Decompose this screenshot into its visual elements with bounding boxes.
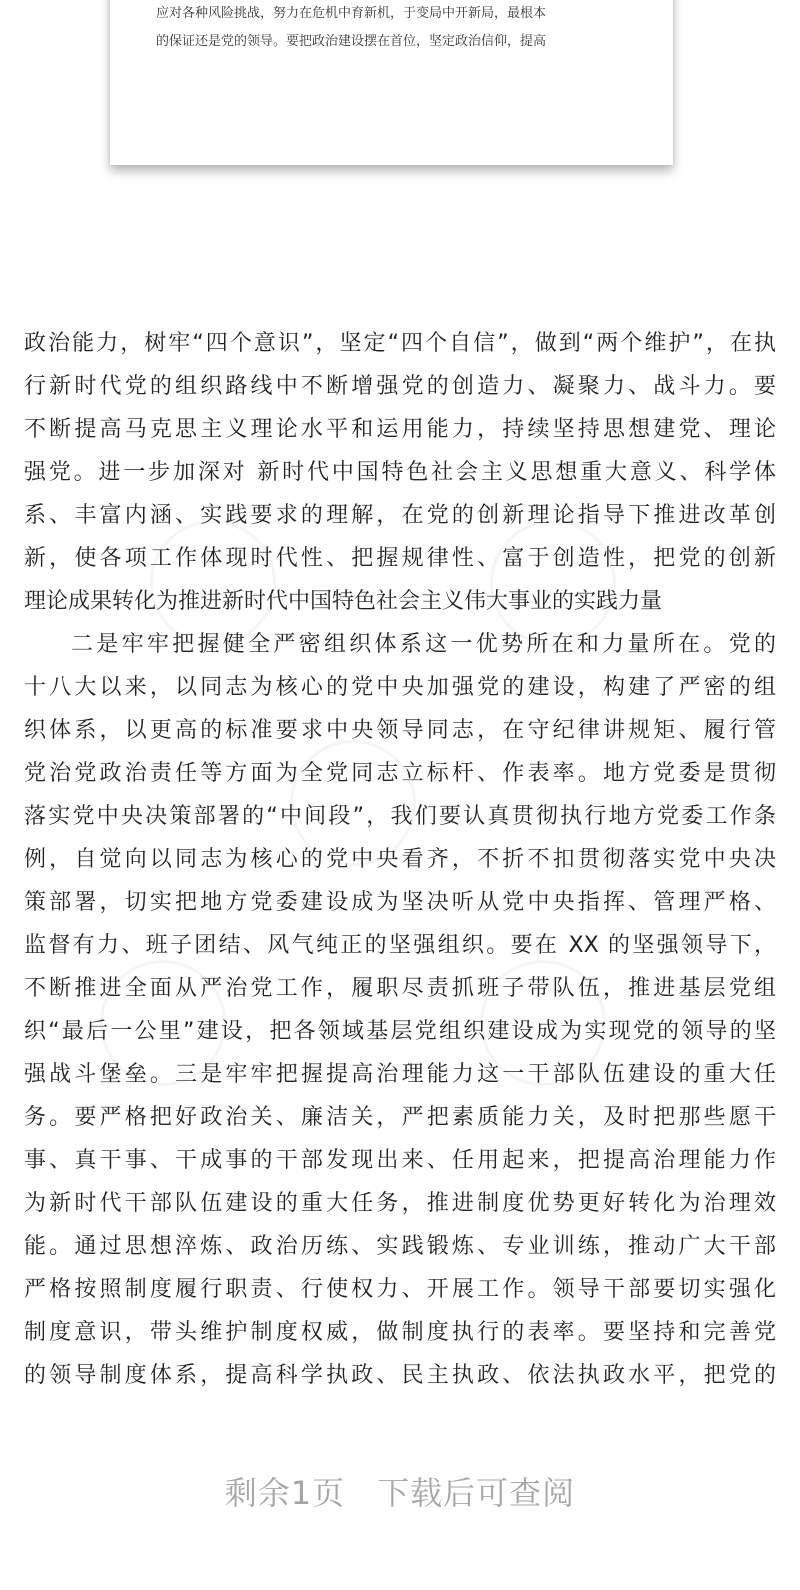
body-text-line: 强战斗堡垒。三是牢牢把握提高治理能力这一干部队伍建设的重大任	[24, 1062, 776, 1087]
body-text-line: 务。要严格把好政治关、廉洁关，严把素质能力关，及时把那些愿干	[24, 1105, 776, 1130]
body-text-line: 不断提高马克思主义理论水平和运用能力，持续坚持思想建党、理论	[24, 417, 776, 442]
body-text-line: 织体系，以更高的标准要求中央领导同志，在守纪律讲规矩、履行管	[24, 718, 776, 743]
body-text-line: 政治能力，树牢“四个意识”，坚定“四个自信”，做到“两个维护”，在执	[24, 331, 776, 356]
body-text-line: 为新时代干部队伍建设的重大任务，推进制度优势更好转化为治理效	[24, 1191, 776, 1216]
body-text-line: 能。通过思想淬炼、政治历练、实践锻炼、专业训练，推动广大干部	[24, 1234, 776, 1259]
body-text-line: 例，自觉向以同志为核心的党中央看齐，不折不扣贯彻落实党中央决	[24, 847, 776, 872]
body-text-line: 落实党中央决策部署的“中间段”，我们要认真贯彻执行地方党委工作条	[24, 804, 776, 829]
remaining-pages-label: 剩余1页	[224, 1474, 346, 1512]
preview-text-line: 的保证还是党的领导。要把政治建设摆在首位，坚定政治信仰，提高	[156, 34, 547, 49]
body-text-line: 强党。进一步加深对 新时代中国特色社会主义思想重大意义、科学体	[24, 460, 776, 485]
body-text-line: 严格按照制度履行职责、行使权力、开展工作。领导干部要切实强化	[24, 1277, 776, 1302]
download-hint-label: 下载后可查阅	[377, 1474, 576, 1512]
document-body	[24, 322, 776, 1397]
body-text-line: 的领导制度体系，提高科学执政、民主执政、依法执政水平，把党的	[24, 1363, 776, 1388]
body-text-line: 行新时代党的组织路线中不断增强党的创造力、凝聚力、战斗力。要	[24, 374, 776, 399]
body-text-line: 理论成果转化为推进新时代中国特色社会主义伟大事业的实践力量	[24, 589, 663, 614]
body-text-line: 十八大以来，以同志为核心的党中央加强党的建设，构建了严密的组	[24, 675, 776, 700]
body-text-line: 制度意识，带头维护制度权威，做制度执行的表率。要坚持和完善党	[24, 1320, 776, 1345]
body-text-line: 不断推进全面从严治党工作，履职尽责抓班子带队伍，推进基层党组	[24, 976, 776, 1001]
body-text-line: 监督有力、班子团结、风气纯正的坚强组织。要在 XX 的坚强领导下，	[24, 933, 776, 958]
body-text-line: 织“最后一公里”建设，把各领域基层党组织建设成为实现党的领导的坚	[24, 1019, 776, 1044]
body-text-line: 系、丰富内涵、实践要求的理解，在党的创新理论指导下推进改革创	[24, 503, 776, 528]
body-text-line: 二是牢牢把握健全严密组织体系这一优势所在和力量所在。党的	[71, 632, 776, 657]
document-preview-card	[110, 0, 673, 165]
preview-text-line: 应对各种风险挑战，努力在危机中育新机，于变局中开新局，最根本	[156, 6, 547, 21]
body-text-line: 策部署，切实把地方党委建设成为坚决听从党中央指挥、管理严格、	[24, 890, 776, 915]
body-text-line: 党治党政治责任等方面为全党同志立标杆、作表率。地方党委是贯彻	[24, 761, 776, 786]
body-text-line: 新，使各项工作体现时代性、把握规律性、富于创造性，把党的创新	[24, 546, 776, 571]
body-text-line: 事、真干事、干成事的干部发现出来、任用起来，把提高治理能力作	[24, 1148, 776, 1173]
download-prompt[interactable]	[0, 1468, 800, 1514]
